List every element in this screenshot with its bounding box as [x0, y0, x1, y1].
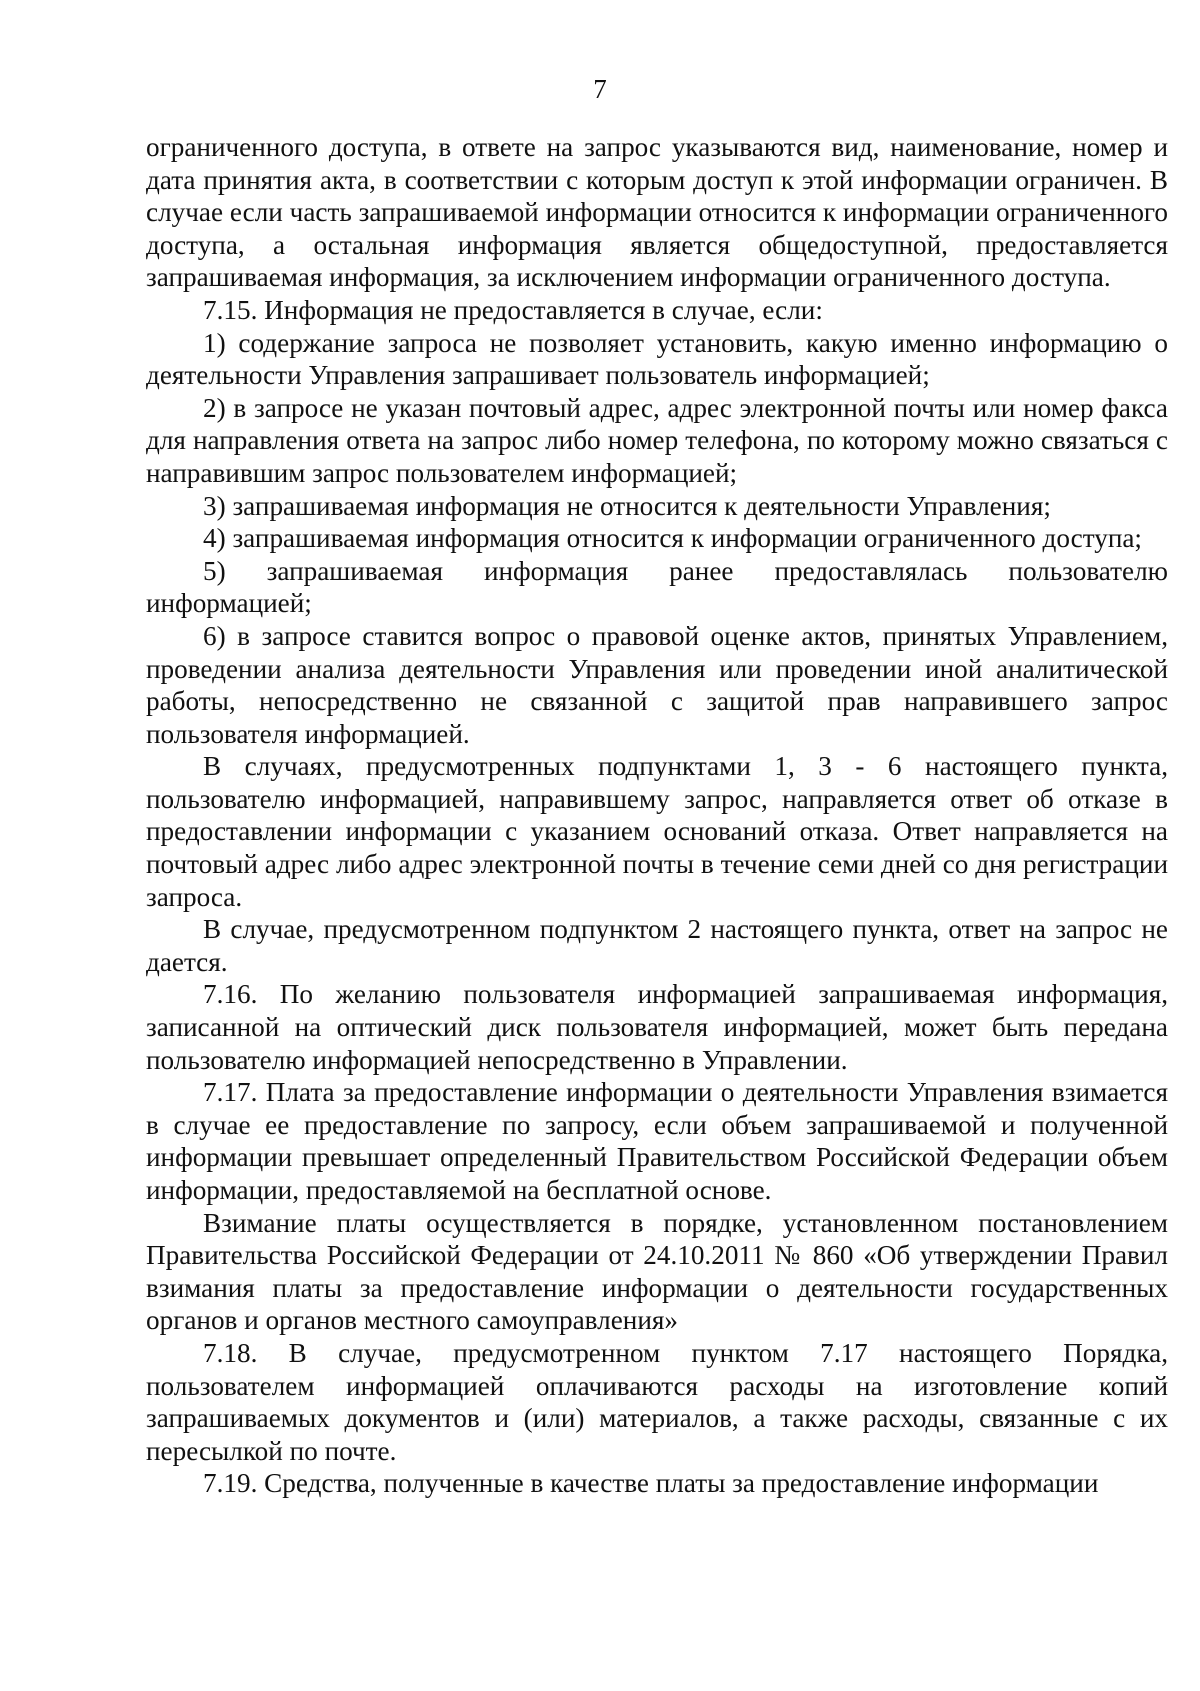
list-item-4: 4) запрашиваемая информация относится к информации ограниченного доступа; — [203, 523, 1142, 554]
paragraph-continuation: ограниченного доступа, в ответе на запрос указываются вид, наименование, номер и дата принятия акта, в соответствии с которым доступ к этой информации ограничен. В случае если часть запрашиваемой информации относится к информации ограниченного доступа, а остальная информация является общедоступной, предоставляется запрашиваемая информация, за исключением информации ограниченного доступа. — [146, 132, 1168, 293]
list-item-2: 2) в запросе не указан почтовый адрес, адрес электронной почты или номер факса для направления ответа на запрос либо номер телефона, по которому можно связаться с направившим запрос пользователем информацией; — [146, 392, 1168, 488]
paragraph-7-16: 7.16. По желанию пользователя информацией запрашиваемая информация, записанной на оптический диск пользователя информацией, может быть передана пользователю информацией непосредственно в Управлении. — [146, 979, 1168, 1075]
paragraph-fee-procedure: Взимание платы осуществляется в порядке, установленном постановлением Правительства Российской Федерации от 24.10.2011 № 860 «Об утверждении Правил взимания платы за предоставление информации о деятельности государственных органов и органов местного самоуправления» — [146, 1207, 1168, 1336]
paragraph-7-19: 7.19. Средства, полученные в качестве платы за предоставление информации — [203, 1468, 1099, 1499]
paragraph-7-18: 7.18. В случае, предусмотренном пунктом 7.17 настоящего Порядка, пользователем информацией оплачиваются расходы на изготовление копий запрашиваемых документов и (или) материалов, а также расходы, связанные с их пересылкой по почте. — [146, 1337, 1168, 1466]
page-number: 7 — [593, 74, 607, 104]
list-item-1: 1) содержание запроса не позволяет установить, какую именно информацию о деятельности Управления запрашивает пользователь информацией; — [146, 327, 1168, 391]
paragraph-7-15: 7.15. Информация не предоставляется в случае, если: — [203, 294, 823, 325]
list-item-5: 5) запрашиваемая информация ранее предоставлялась пользователю информацией; — [146, 555, 1168, 619]
paragraph-no-answer: В случае, предусмотренном подпунктом 2 настоящего пункта, ответ на запрос не дается. — [146, 914, 1168, 977]
paragraph-refusal-cases: В случаях, предусмотренных подпунктами 1, 3 - 6 настоящего пункта, пользователю информацией, направившему запрос, направляется ответ об отказе в предоставлении информации с указанием оснований отказа. Ответ направляется на почтовый адрес либо адрес электронной почты в течение семи дней со дня регистрации запроса. — [146, 751, 1168, 912]
list-item-3: 3) запрашиваемая информация не относится к деятельности Управления; — [203, 490, 1051, 521]
paragraph-7-17: 7.17. Плата за предоставление информации о деятельности Управления взимается в случае ее предоставление по запросу, если объем запрашиваемой и полученной информации превышает определенный Правительством Российской Федерации объем информации, предоставляемой на бесплатной основе. — [146, 1077, 1168, 1205]
list-item-6: 6) в запросе ставится вопрос о правовой оценке актов, принятых Управлением, проведении анализа деятельности Управления или проведении иной аналитической работы, непосредственно не связанной с защитой прав направившего запрос пользователя информацией. — [146, 620, 1168, 749]
document-body — [146, 131, 1168, 1500]
